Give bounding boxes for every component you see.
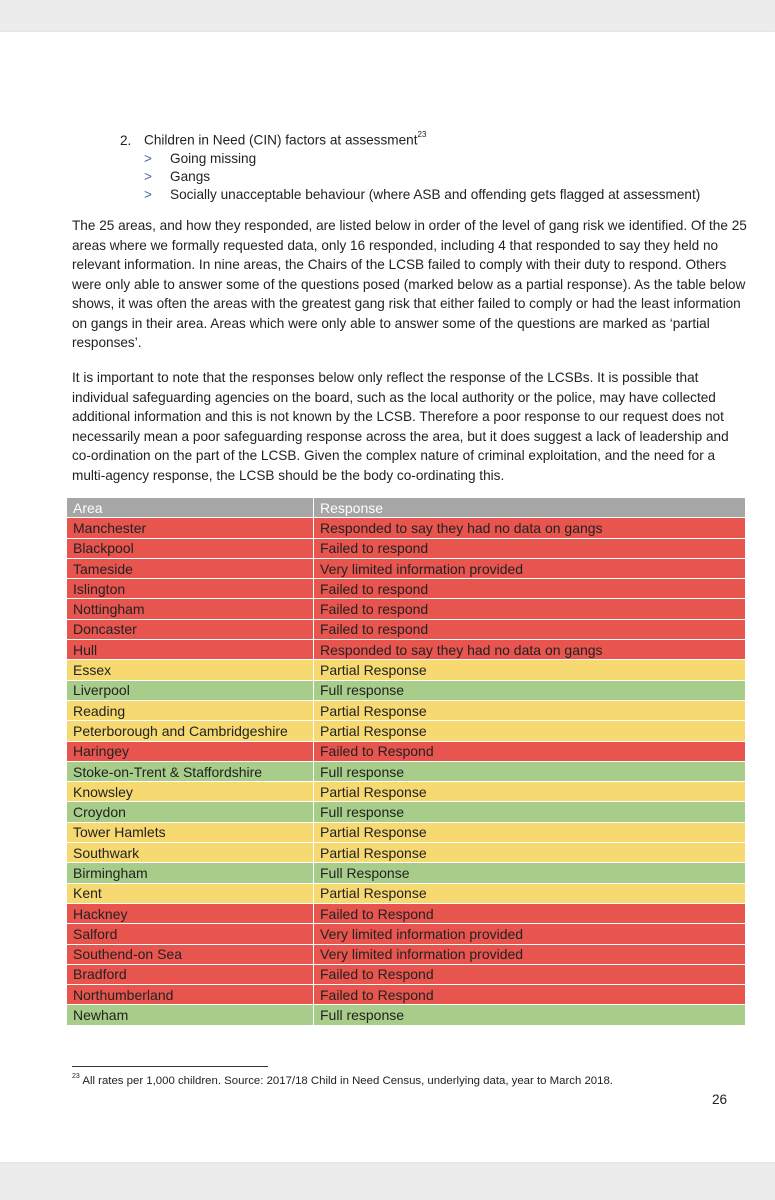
- area-cell: Essex: [67, 660, 314, 680]
- response-cell: Partial Response: [314, 660, 746, 680]
- table-row: [67, 944, 746, 964]
- table-row: [67, 1005, 746, 1025]
- footnote-text: All rates per 1,000 children. Source: 2017/18 Child in Need Census, underlying data, year to March 2018.: [82, 1074, 613, 1087]
- area-cell: Doncaster: [67, 619, 314, 639]
- cin-item: [144, 186, 700, 204]
- response-cell: Failed to respond: [314, 599, 746, 619]
- table-row: [67, 843, 746, 863]
- table-header-row: [67, 498, 746, 518]
- response-cell: Full Response: [314, 863, 746, 883]
- table-row: [67, 924, 746, 944]
- response-cell: Partial Response: [314, 883, 746, 903]
- area-cell: Bradford: [67, 964, 314, 984]
- table-row: [67, 599, 746, 619]
- response-cell: Full response: [314, 1005, 746, 1025]
- paragraph-areas-responses: The 25 areas, and how they responded, are listed below in order of the level of gang risk we identified. Of the 25 areas where we formally requested data, only 16 responded, including 4 that responded to say they held no relevant information. In nine areas, the Chairs of the LCSB failed to comply with their duty to respond. Others were only able to answer some of the questions posed (marked below as a partial response). As the table below shows, it was often the areas with the greatest gang risk that either failed to comply or had the least information on gangs in their area. Areas which were only able to answer some of the questions are marked as ‘partial responses’.: [72, 218, 747, 350]
- response-cell: Very limited information provided: [314, 558, 746, 578]
- response-cell: Full response: [314, 680, 746, 700]
- area-cell: Birmingham: [67, 863, 314, 883]
- response-cell: Partial Response: [314, 843, 746, 863]
- cin-item-label: Socially unacceptable behaviour (where ASB and offending gets flagged at assessment): [170, 186, 701, 202]
- table-row: [67, 558, 746, 578]
- response-cell: Very limited information provided: [314, 944, 746, 964]
- column-header-area: Area: [67, 498, 314, 518]
- response-cell: Failed to respond: [314, 538, 746, 558]
- table-row: [67, 964, 746, 984]
- cin-item: [144, 168, 700, 186]
- area-cell: Tower Hamlets: [67, 822, 314, 842]
- area-cell: Kent: [67, 883, 314, 903]
- document-page: [0, 32, 775, 1162]
- area-cell: Peterborough and Cambridgeshire: [67, 721, 314, 741]
- area-cell: Blackpool: [67, 538, 314, 558]
- area-response-table: [66, 497, 746, 1026]
- table-row: [67, 640, 746, 660]
- area-cell: Knowsley: [67, 782, 314, 802]
- response-cell: Partial Response: [314, 822, 746, 842]
- response-cell: Full response: [314, 802, 746, 822]
- table-row: [67, 822, 746, 842]
- response-cell: Full response: [314, 761, 746, 781]
- area-cell: Southwark: [67, 843, 314, 863]
- area-cell: Islington: [67, 579, 314, 599]
- bullet-arrow-icon: >: [144, 186, 152, 202]
- table-row: [67, 518, 746, 538]
- area-cell: Reading: [67, 700, 314, 720]
- area-cell: Stoke-on-Trent & Staffordshire: [67, 761, 314, 781]
- table-row: [67, 680, 746, 700]
- table-row: [67, 863, 746, 883]
- table-row: [67, 903, 746, 923]
- table-row: [67, 619, 746, 639]
- footnote-number: 23: [72, 1073, 80, 1080]
- response-cell: Responded to say they had no data on gangs: [314, 518, 746, 538]
- table-row: [67, 741, 746, 761]
- table-row: [67, 721, 746, 741]
- paragraph-lcsb-note: It is important to note that the responses below only reflect the response of the LCSBs. It is possible that individual safeguarding agencies on the board, such as the local authority or the police, may have collected additional information and this is not known by the LCSB. Therefore a poor response to our request does not necessarily mean a poor safeguarding response across the area, but it does suggest a lack of leadership and co-ordination on the part of the LCSB. Given the complex nature of criminal exploitation, and the need for a multi-agency response, the LCSB should be the body co-ordinating this.: [72, 370, 729, 483]
- table-row: [67, 883, 746, 903]
- area-cell: Hackney: [67, 903, 314, 923]
- table-body: [67, 518, 746, 1025]
- cin-heading: [120, 128, 700, 150]
- area-cell: Tameside: [67, 558, 314, 578]
- bullet-arrow-icon: >: [144, 168, 152, 184]
- bullet-arrow-icon: >: [144, 150, 152, 166]
- table-row: [67, 700, 746, 720]
- area-cell: Manchester: [67, 518, 314, 538]
- footnote-divider: [72, 1066, 268, 1067]
- response-cell: Failed to respond: [314, 619, 746, 639]
- cin-item-label: Gangs: [170, 168, 211, 184]
- area-cell: Hull: [67, 640, 314, 660]
- table-row: [67, 579, 746, 599]
- cin-factors-list: [120, 128, 700, 204]
- footnote-reference: 23: [417, 130, 427, 139]
- table-row: [67, 761, 746, 781]
- cin-item: [144, 150, 700, 168]
- response-cell: Partial Response: [314, 700, 746, 720]
- area-cell: Croydon: [67, 802, 314, 822]
- cin-number: 2.: [120, 132, 132, 148]
- response-cell: Partial Response: [314, 721, 746, 741]
- footnote: [72, 1074, 613, 1087]
- table-row: [67, 660, 746, 680]
- response-cell: Failed to Respond: [314, 903, 746, 923]
- response-cell: Failed to Respond: [314, 964, 746, 984]
- cin-title: Children in Need (CIN) factors at assessment: [144, 132, 418, 148]
- response-cell: Partial Response: [314, 782, 746, 802]
- area-cell: Salford: [67, 924, 314, 944]
- area-cell: Nottingham: [67, 599, 314, 619]
- area-cell: Liverpool: [67, 680, 314, 700]
- response-cell: Failed to Respond: [314, 741, 746, 761]
- cin-item-label: Going missing: [170, 150, 257, 166]
- page-number: 26: [712, 1092, 728, 1107]
- area-cell: Haringey: [67, 741, 314, 761]
- response-cell: Responded to say they had no data on gangs: [314, 640, 746, 660]
- table-row: [67, 538, 746, 558]
- response-cell: Failed to Respond: [314, 985, 746, 1005]
- column-header-response: Response: [314, 498, 746, 518]
- area-cell: Southend-on Sea: [67, 944, 314, 964]
- response-cell: Failed to respond: [314, 579, 746, 599]
- response-cell: Very limited information provided: [314, 924, 746, 944]
- area-cell: Newham: [67, 1005, 314, 1025]
- area-cell: Northumberland: [67, 985, 314, 1005]
- table-row: [67, 802, 746, 822]
- table-row: [67, 985, 746, 1005]
- table-row: [67, 782, 746, 802]
